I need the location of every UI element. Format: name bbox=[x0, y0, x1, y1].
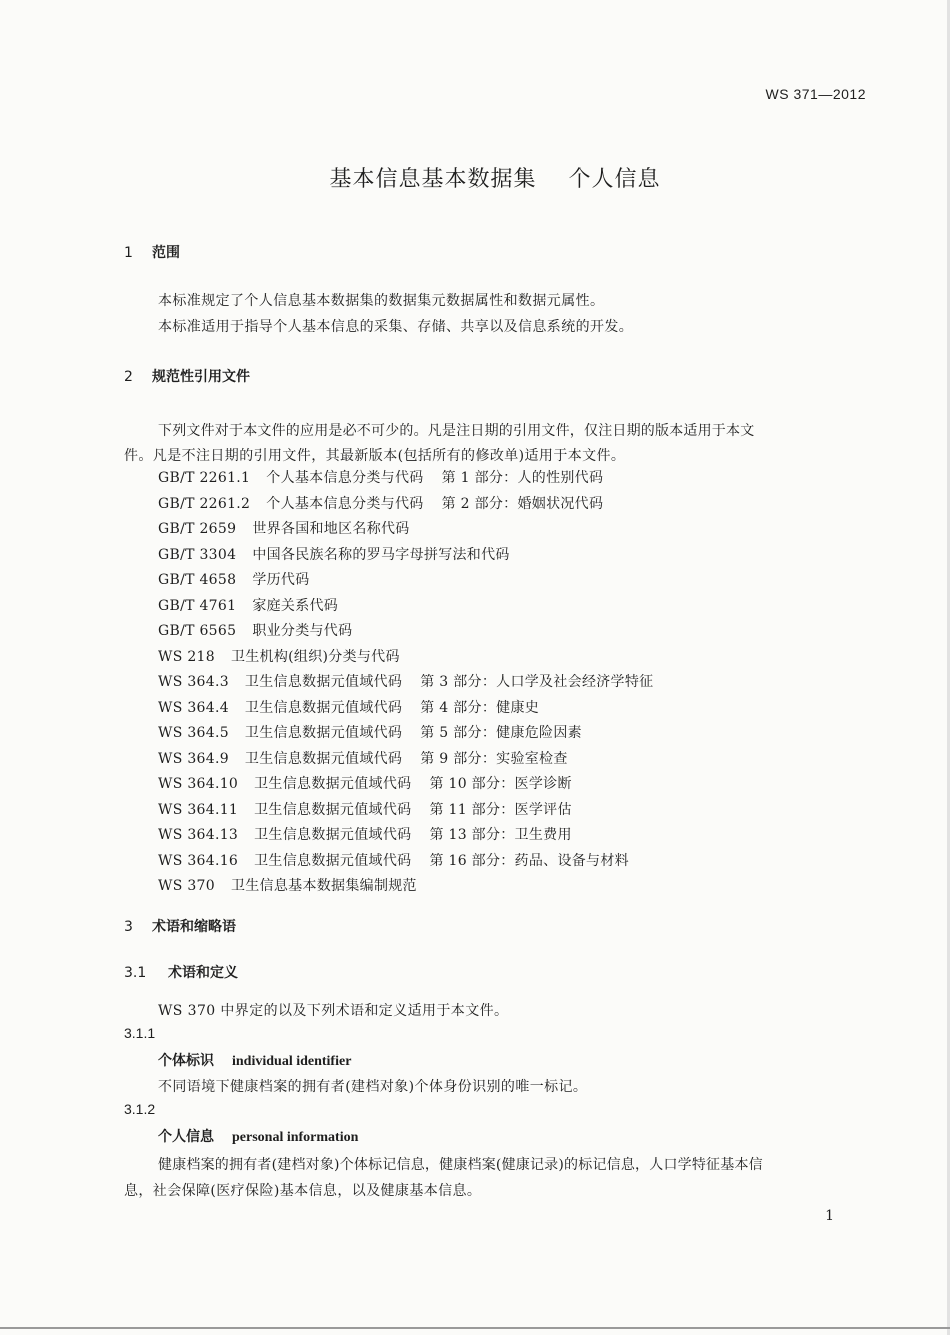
section-1-paragraph-2: 本标准适用于指导个人基本信息的采集、存储、共享以及信息系统的开发。 bbox=[158, 319, 634, 335]
reference-title: 中国各民族名称的罗马字母拼写法和代码 bbox=[252, 546, 510, 563]
scan-bottom-line bbox=[0, 1327, 950, 1329]
reference-item bbox=[158, 798, 653, 824]
reference-code: WS 218 bbox=[158, 648, 215, 665]
reference-code: WS 364.4 bbox=[158, 699, 229, 716]
reference-title: 卫生信息数据元值域代码 bbox=[254, 827, 412, 843]
reference-item bbox=[158, 721, 653, 747]
reference-part: 第 4 部分：健康史 bbox=[420, 699, 540, 716]
reference-title: 世界各国和地区名称代码 bbox=[252, 521, 410, 537]
reference-code: WS 364.3 bbox=[158, 674, 229, 690]
reference-title: 卫生信息基本数据集编制规范 bbox=[230, 878, 417, 894]
section-title: 规范性引用文件 bbox=[152, 369, 250, 385]
reference-item bbox=[158, 594, 653, 620]
section-3-intro: WS 370 中界定的以及下列术语和定义适用于本文件。 bbox=[158, 1003, 509, 1019]
reference-item bbox=[158, 568, 653, 594]
term-1-definition: 不同语境下健康档案的拥有者(建档对象)个体身份识别的唯一标记。 bbox=[158, 1079, 588, 1095]
section-number: 1 bbox=[124, 245, 133, 261]
reference-code: GB/T 4761 bbox=[158, 597, 237, 614]
reference-item bbox=[158, 670, 653, 696]
reference-item bbox=[158, 517, 653, 543]
reference-part: 第 2 部分：婚姻状况代码 bbox=[441, 495, 604, 512]
reference-part: 第 11 部分：医学评估 bbox=[429, 801, 572, 818]
reference-item bbox=[158, 747, 653, 773]
section-1-paragraph-1: 本标准规定了个人信息基本数据集的数据集元数据属性和数据元属性。 bbox=[158, 293, 605, 309]
section-3-1-heading bbox=[124, 962, 238, 982]
section-number: 2 bbox=[124, 369, 133, 385]
subsection-number: 3.1 bbox=[124, 965, 147, 981]
term-2-number: 3.1.2 bbox=[124, 1101, 156, 1117]
reference-title: 学历代码 bbox=[252, 572, 310, 588]
reference-title: 卫生信息数据元值域代码 bbox=[254, 776, 412, 792]
subsection-title: 术语和定义 bbox=[168, 965, 238, 981]
reference-title: 卫生信息数据元值域代码 bbox=[254, 852, 412, 869]
reference-item bbox=[158, 823, 653, 849]
reference-code: WS 364.9 bbox=[158, 750, 229, 767]
term-2-zh: 个人信息 bbox=[158, 1129, 214, 1145]
reference-item bbox=[158, 466, 653, 492]
reference-code: GB/T 2261.2 bbox=[158, 495, 251, 512]
term-2-definition-line-2: 息，社会保障(医疗保险)基本信息，以及健康基本信息。 bbox=[124, 1183, 482, 1199]
reference-item bbox=[158, 874, 653, 900]
reference-part: 第 1 部分：人的性别代码 bbox=[441, 470, 604, 486]
reference-code: WS 364.5 bbox=[158, 725, 229, 741]
reference-code: GB/T 2659 bbox=[158, 521, 237, 537]
term-2-heading bbox=[158, 1126, 358, 1146]
reference-item bbox=[158, 645, 653, 671]
term-1-number: 3.1.1 bbox=[124, 1025, 156, 1041]
reference-code: GB/T 3304 bbox=[158, 546, 237, 563]
reference-title: 卫生信息数据元值域代码 bbox=[254, 801, 412, 818]
document-title: 基本信息基本数据集 个人信息 bbox=[329, 167, 661, 192]
term-2-definition-line-1: 健康档案的拥有者(建档对象)个体标记信息，健康档案(健康记录)的标记信息，人口学特征基本信 bbox=[158, 1157, 763, 1173]
reference-code: GB/T 6565 bbox=[158, 623, 237, 639]
reference-code: GB/T 4658 bbox=[158, 572, 237, 588]
reference-part: 第 9 部分：实验室检查 bbox=[420, 750, 568, 767]
reference-title: 卫生信息数据元值域代码 bbox=[244, 750, 403, 767]
reference-title: 个人基本信息分类与代码 bbox=[266, 495, 424, 512]
term-1-zh: 个体标识 bbox=[158, 1053, 214, 1069]
reference-code: WS 364.13 bbox=[158, 827, 239, 843]
reference-part: 第 13 部分：卫生费用 bbox=[429, 827, 572, 843]
term-1-heading bbox=[158, 1050, 351, 1070]
section-number: 3 bbox=[124, 919, 133, 935]
reference-title: 卫生信息数据元值域代码 bbox=[244, 725, 403, 741]
reference-item bbox=[158, 492, 653, 518]
reference-part: 第 3 部分：人口学及社会经济学特征 bbox=[420, 674, 654, 690]
reference-code: WS 364.16 bbox=[158, 852, 239, 869]
page-number: 1 bbox=[825, 1208, 834, 1224]
section-title: 术语和缩略语 bbox=[152, 919, 236, 935]
reference-part: 第 5 部分：健康危险因素 bbox=[420, 725, 582, 741]
reference-item bbox=[158, 772, 653, 798]
section-title: 范围 bbox=[152, 245, 180, 261]
reference-item bbox=[158, 543, 653, 569]
reference-title: 家庭关系代码 bbox=[252, 597, 339, 614]
reference-code: WS 364.11 bbox=[158, 801, 239, 818]
reference-part: 第 10 部分：医学诊断 bbox=[429, 776, 572, 792]
reference-item bbox=[158, 619, 653, 645]
reference-list bbox=[158, 466, 653, 900]
section-2-intro-line-1: 下列文件对于本文件的应用是必不可少的。凡是注日期的引用文件，仅注日期的版本适用于本文 bbox=[158, 423, 755, 439]
reference-code: WS 370 bbox=[158, 878, 215, 894]
term-2-en: personal information bbox=[232, 1130, 359, 1145]
standard-number: WS 371—2012 bbox=[765, 86, 866, 102]
section-2-heading bbox=[124, 366, 250, 386]
section-3-heading bbox=[124, 916, 236, 936]
section-1-heading bbox=[124, 242, 180, 262]
reference-part: 第 16 部分：药品、设备与材料 bbox=[429, 852, 629, 869]
reference-code: GB/T 2261.1 bbox=[158, 470, 251, 486]
reference-title: 卫生信息数据元值域代码 bbox=[244, 674, 403, 690]
section-2-intro-line-2: 件。凡是不注日期的引用文件，其最新版本(包括所有的修改单)适用于本文件。 bbox=[124, 448, 626, 464]
reference-item bbox=[158, 849, 653, 875]
reference-title: 卫生信息数据元值域代码 bbox=[244, 699, 403, 716]
reference-title: 个人基本信息分类与代码 bbox=[266, 470, 424, 486]
reference-title: 职业分类与代码 bbox=[252, 623, 353, 639]
reference-code: WS 364.10 bbox=[158, 776, 239, 792]
reference-item bbox=[158, 696, 653, 722]
reference-title: 卫生机构(组织)分类与代码 bbox=[230, 648, 400, 665]
term-1-en: individual identifier bbox=[232, 1054, 352, 1069]
